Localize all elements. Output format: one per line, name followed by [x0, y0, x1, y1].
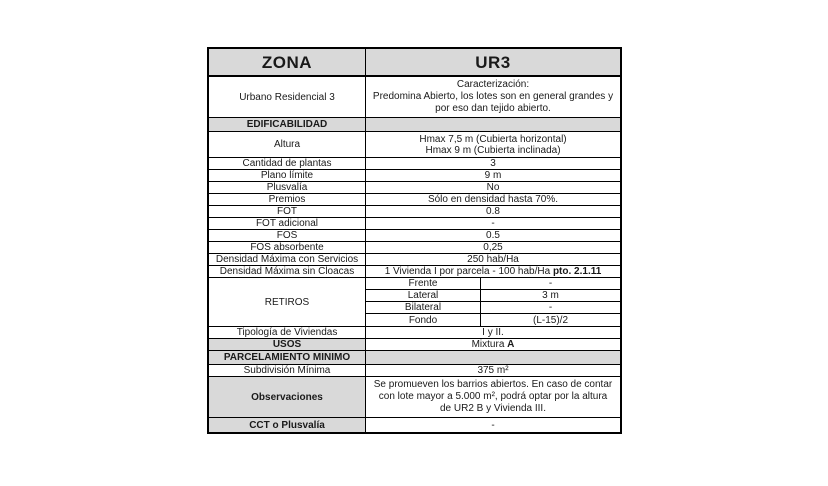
tipologia-value: I y II.	[482, 327, 504, 338]
retiros-lateral-value: 3 m	[542, 290, 559, 301]
row-densidad-servicios	[209, 254, 620, 266]
caracterizacion-cell	[366, 77, 620, 117]
plano-limite-value: 9 m	[484, 170, 502, 181]
densidad-cloacas-label: Densidad Máxima sin Cloacas	[209, 266, 366, 277]
row-premios	[209, 194, 620, 206]
row-caracterizacion	[209, 77, 620, 118]
retiros-label: RETIROS	[209, 278, 366, 326]
row-fot-adicional	[209, 218, 620, 230]
row-plano-limite	[209, 170, 620, 182]
densidad-servicios-value: 250 hab/Ha	[467, 254, 519, 265]
altura-line1: Hmax 7,5 m (Cubierta horizontal)	[419, 133, 567, 145]
row-tipologia	[209, 327, 620, 339]
cct-value: -	[491, 419, 495, 431]
row-cantidad-plantas	[209, 158, 620, 170]
row-retiros	[209, 278, 620, 327]
plusvalia-label: Plusvalía	[209, 182, 366, 193]
zoning-table	[207, 47, 622, 434]
row-fos-absorbente	[209, 242, 620, 254]
edificabilidad-label: EDIFICABILIDAD	[209, 118, 366, 131]
observaciones-value: Se promueven los barrios abiertos. En caso de contar con lote mayor a 5.000 m², podrá optar por la altura de UR2 B y Vivienda III.	[373, 379, 613, 414]
densidad-cloacas-ref: pto. 2.1.11	[552, 266, 602, 277]
row-edificabilidad-section	[209, 118, 620, 132]
row-observaciones	[209, 377, 620, 418]
altura-value	[366, 132, 620, 157]
row-fot	[209, 206, 620, 218]
altura-line2: Hmax 9 m (Cubierta inclinada)	[425, 144, 561, 156]
zone-header-label: ZONA	[209, 49, 366, 75]
fos-absorbente-label: FOS absorbente	[209, 242, 366, 253]
cantidad-plantas-label: Cantidad de plantas	[209, 158, 366, 169]
usos-label: USOS	[209, 339, 366, 350]
cct-label: CCT o Plusvalía	[209, 418, 366, 432]
plano-limite-label: Plano límite	[209, 170, 366, 181]
densidad-servicios-label: Densidad Máxima con Servicios	[209, 254, 366, 265]
row-altura	[209, 132, 620, 158]
row-fos	[209, 230, 620, 242]
caracterizacion-text: Predomina Abierto, los lotes son en general grandes y por eso dan tejido abierto.	[372, 91, 614, 114]
zone-header-code: UR3	[475, 52, 511, 72]
zone-name-label: Urbano Residencial 3	[209, 77, 366, 117]
densidad-cloacas-value	[366, 266, 620, 277]
premios-label: Premios	[209, 194, 366, 205]
retiros-fondo-label: Fondo	[366, 314, 481, 326]
retiros-bilateral-value: -	[548, 302, 553, 313]
fot-label: FOT	[209, 206, 366, 217]
retiros-row-fondo	[366, 314, 620, 326]
subdivision-value: 375 m²	[477, 365, 509, 376]
fos-absorbente-value: 0,25	[483, 242, 503, 253]
retiros-row-lateral	[366, 290, 620, 302]
usos-text: Mixtura A	[471, 339, 515, 350]
row-header	[209, 49, 620, 77]
retiros-frente-label: Frente	[366, 278, 481, 289]
densidad-cloacas-text: 1 Vivienda I por parcela - 100 hab/Ha pto. 2.1.11	[384, 266, 602, 277]
retiros-subtable	[366, 278, 620, 326]
premios-value: Sólo en densidad hasta 70%.	[427, 194, 559, 205]
retiros-bilateral-label: Bilateral	[366, 302, 481, 313]
altura-label: Altura	[209, 132, 366, 157]
subdivision-label: Subdivisión Mínima	[209, 365, 366, 376]
fos-label: FOS	[209, 230, 366, 241]
retiros-frente-value: -	[548, 278, 553, 289]
retiros-row-frente	[366, 278, 620, 290]
fot-value: 0.8	[486, 206, 500, 217]
tipologia-label: Tipología de Viviendas	[209, 327, 366, 338]
row-subdivision	[209, 365, 620, 377]
fot-adicional-label: FOT adicional	[209, 218, 366, 229]
plusvalia-value: No	[486, 182, 500, 193]
usos-mixtura-letter: A	[507, 339, 515, 350]
parcelamiento-label: PARCELAMIENTO MINIMO	[209, 351, 366, 364]
retiros-row-bilateral	[366, 302, 620, 314]
row-usos	[209, 339, 620, 351]
row-plusvalia	[209, 182, 620, 194]
row-densidad-cloacas	[209, 266, 620, 278]
fot-adicional-value: -	[491, 218, 495, 229]
edificabilidad-empty-cell	[366, 118, 620, 131]
row-cct	[209, 418, 620, 432]
retiros-lateral-label: Lateral	[366, 290, 481, 301]
observaciones-label: Observaciones	[209, 377, 366, 417]
caracterizacion-title: Caracterización:	[456, 79, 530, 90]
retiros-fondo-value: (L-15)/2	[532, 314, 568, 326]
parcelamiento-empty-cell	[366, 351, 620, 364]
usos-value	[366, 339, 620, 350]
cantidad-plantas-value: 3	[490, 158, 496, 169]
row-parcelamiento-section	[209, 351, 620, 365]
fos-value: 0.5	[486, 230, 500, 241]
